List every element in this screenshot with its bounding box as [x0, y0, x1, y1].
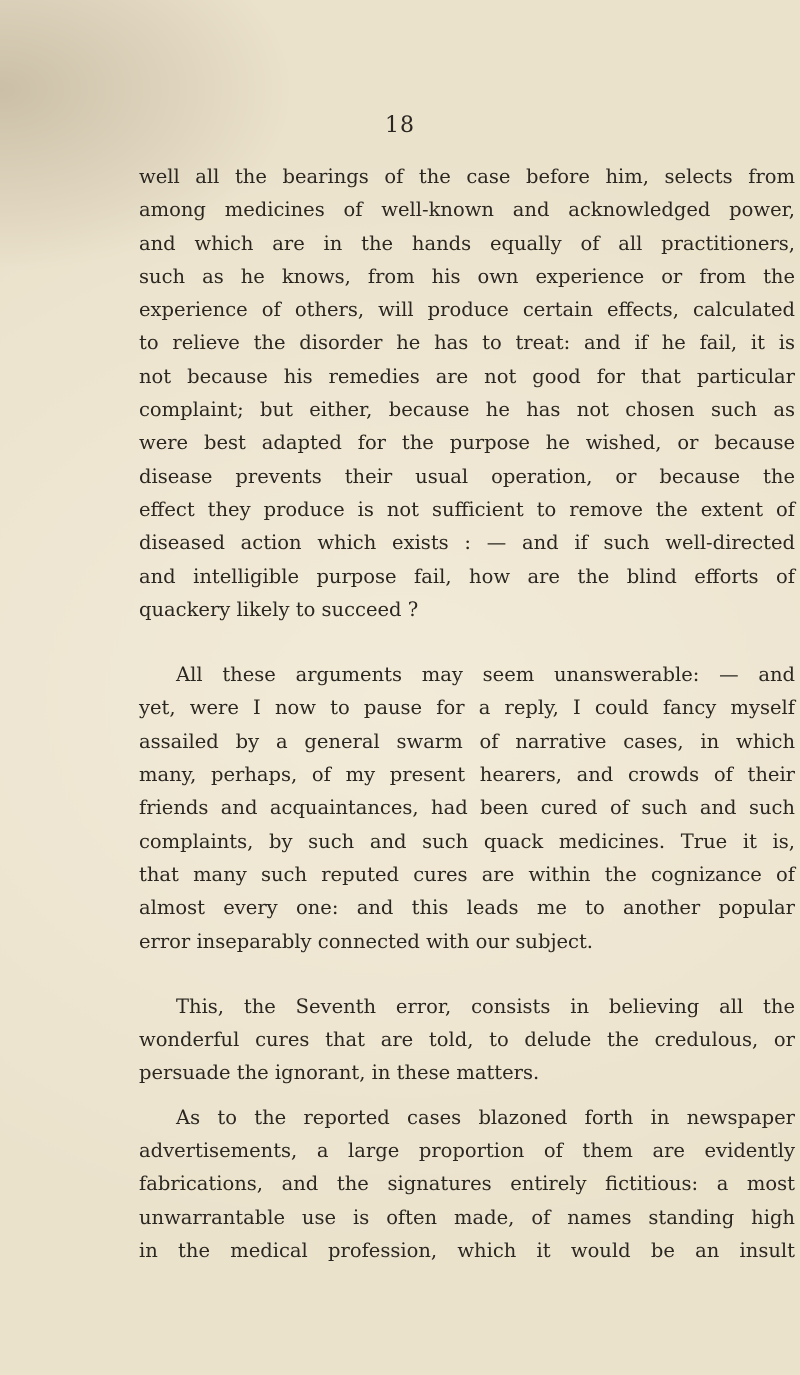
paragraph-gap — [139, 1090, 795, 1101]
text-line: complaints, by such and such quack medicines. True it is, — [139, 829, 795, 853]
paragraph-2 — [139, 658, 795, 958]
text-line: fabrications, and the signatures entirely fictitious: a most — [139, 1172, 795, 1196]
text-line: and which are in the hands equally of all practitioners, — [139, 231, 795, 255]
text-line: persuade the ignorant, in these matters. — [139, 1061, 540, 1085]
text-line: This, the Seventh error, consists in believing all the — [176, 994, 795, 1018]
text-line: and intelligible purpose fail, how are the blind efforts of — [139, 564, 795, 588]
text-line: error inseparably connected with our subject. — [139, 929, 594, 953]
text-line: well all the bearings of the case before him, selects from — [139, 165, 795, 188]
text-line: that many such reputed cures are within the cognizance of — [139, 862, 795, 886]
paragraph-3 — [139, 990, 795, 1090]
text-line: friends and acquaintances, had been cured of such and such — [139, 796, 795, 820]
text-line: effect they produce is not sufficient to remove the extent of — [139, 497, 795, 521]
text-line: unwarrantable use is often made, of names standing high — [139, 1205, 795, 1229]
paragraph-gap — [139, 958, 795, 990]
text-line: All these arguments may seem unanswerable: — and — [176, 663, 795, 687]
text-line: advertisements, a large proportion of them are evidently — [139, 1139, 795, 1163]
text-line: such as he knows, from his own experience or from the — [139, 264, 795, 288]
text-line: not because his remedies are not good for that particular — [139, 364, 795, 388]
text-line: wonderful cures that are told, to delude the credulous, or — [139, 1028, 795, 1052]
text-line: disease prevents their usual operation, or because the — [139, 464, 795, 488]
text-line: to relieve the disorder he has to treat: and if he fail, it is — [139, 331, 795, 355]
text-line: among medicines of well-known and acknowledged power, — [139, 198, 795, 222]
text-line: in the medical profession, which it would be an insult — [139, 1238, 795, 1262]
text-line: many, perhaps, of my present hearers, and crowds of their — [139, 763, 795, 787]
page-number: 18 — [385, 113, 415, 138]
text-line: experience of others, will produce certain effects, calculated — [139, 298, 795, 322]
paragraph-4 — [139, 1101, 795, 1267]
body-text — [139, 160, 795, 1267]
text-line: assailed by a general swarm of narrative cases, in which — [139, 729, 795, 753]
text-line: were best adapted for the purpose he wished, or because — [139, 431, 795, 455]
text-line: complaint; but either, because he has not chosen such as — [139, 398, 795, 422]
text-line: yet, were I now to pause for a reply, I could fancy myself — [139, 696, 795, 720]
text-line: diseased action which exists : — and if such well-directed — [139, 531, 795, 555]
text-line: As to the reported cases blazoned forth in newspaper — [176, 1105, 795, 1129]
paragraph-1 — [139, 160, 795, 626]
text-line: almost every one: and this leads me to another popular — [139, 896, 795, 920]
text-line: quackery likely to succeed ? — [139, 597, 419, 621]
paragraph-gap — [139, 626, 795, 658]
